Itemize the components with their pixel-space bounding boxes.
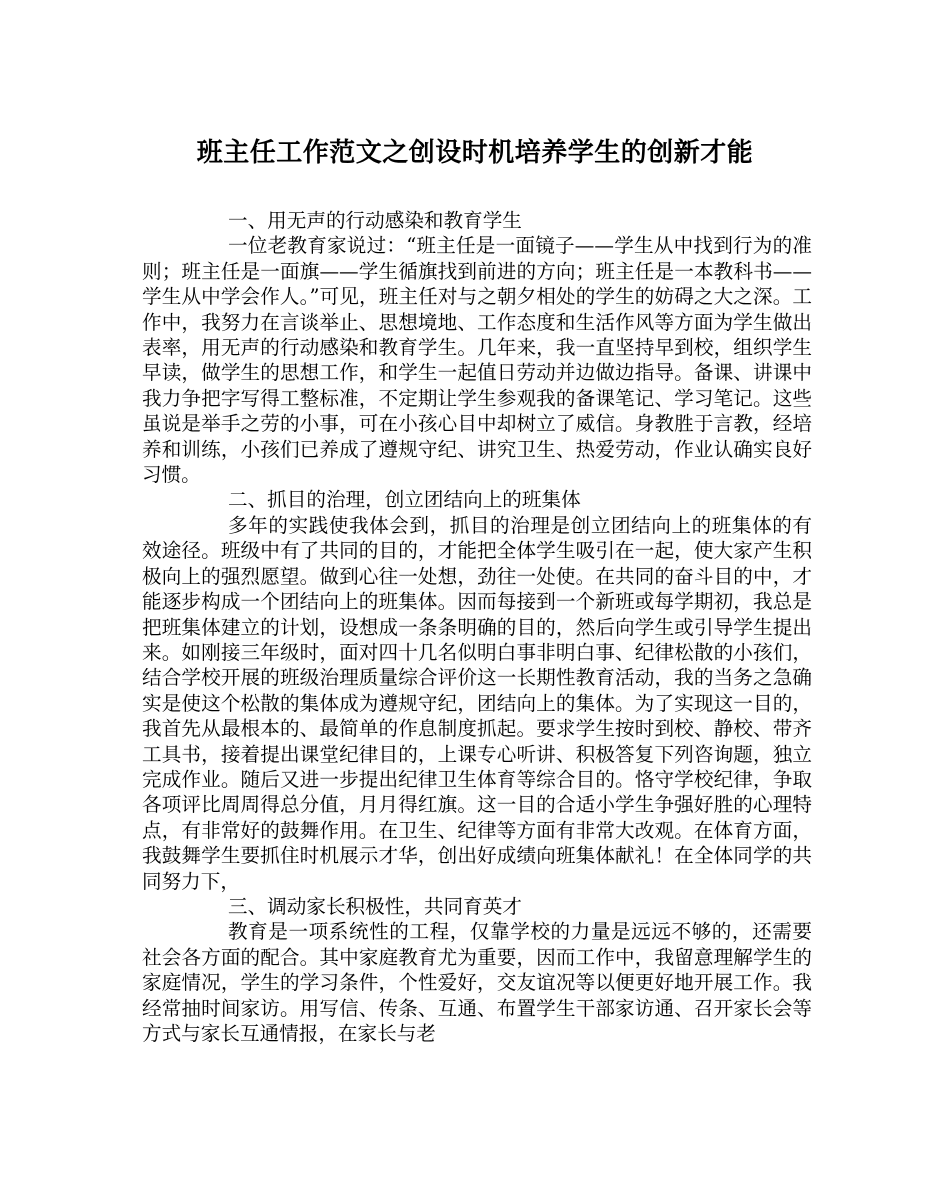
section-paragraph-3: 教育是一项系统性的工程，仅靠学校的力量是远远不够的，还需要社会各方面的配合。其中家庭教育尤为重要，因而工作中，我留意理解学生的家庭情况，学生的学习条件，个性爱好，交友谊况等以便更好地开展工作。我经常抽时间家访。用写信、传条、互通、布置学生干部家访通、召开家长会等方式与家长互通情报，在家长与老	[142, 920, 812, 1045]
document-body	[142, 208, 812, 1046]
document-title: 班主任工作范文之创设时机培养学生的创新才能	[196, 138, 754, 168]
section-heading-1: 一、用无声的行动感染和教育学生	[228, 209, 522, 232]
section-heading-3: 三、调动家长积极性，共同育英才	[228, 894, 522, 918]
section-paragraph-1: 一位老教育家说过：“班主任是一面镜子——学生从中找到行为的准则；班主任是一面旗——学生循旗找到前进的方向；班主任是一本教科书——学生从中学会作人。”可见，班主任对与之朝夕相处的学生的妨碍之大之深。工作中，我努力在言谈举止、思想境地、工作态度和生活作风等方面为学生做出表率，用无声的行动感染和教育学生。几年来，我一直坚持早到校，组织学生早读，做学生的思想工作，和学生一起值日劳动并边做边指导。备课、讲课中我力争把字写得工整标准，不定期让学生参观我的备课笔记、学习笔记。这些虽说是举手之劳的小事，可在小孩心目中却树立了威信。身教胜于言教，经培养和训练，小孩们已养成了遵规守纪、讲究卫生、热爱劳动，作业认确实良好习惯。	[142, 234, 812, 487]
section-heading-2: 二、抓目的治理，创立团结向上的班集体	[228, 488, 581, 512]
section-paragraph-2: 多年的实践使我体会到，抓目的治理是创立团结向上的班集体的有效途径。班级中有了共同的目的，才能把全体学生吸引在一起，使大家产生积极向上的强烈愿望。做到心往一处想，劲往一处使。在共同的奋斗目的中，才能逐步构成一个团结向上的班集体。因而每接到一个新班或每学期初，我总是把班集体建立的计划，设想成一条条明确的目的，然后向学生或引导学生提出来。如刚接三年级时，面对四十几名似明白事非明白事、纪律松散的小孩们，结合学校开展的班级治理质量综合评价这一长期性教育活动，我的当务之急确实是使这个松散的集体成为遵规守纪，团结向上的集体。为了实现这一目的，我首先从最根本的、最简单的作息制度抓起。要求学生按时到校、静校、带齐工具书，接着提出课堂纪律目的，上课专心听讲、积极答复下列咨询题，独立完成作业。随后又进一步提出纪律卫生体育等综合目的。恪守学校纪律，争取各项评比周周得总分值，月月得红旗。这一目的合适小学生争强好胜的心理特点，有非常好的鼓舞作用。在卫生、纪律等方面有非常大改观。在体育方面，我鼓舞学生要抓住时机展示才华，创出好成绩向班集体献礼！在全体同学的共同努力下，	[142, 513, 812, 893]
